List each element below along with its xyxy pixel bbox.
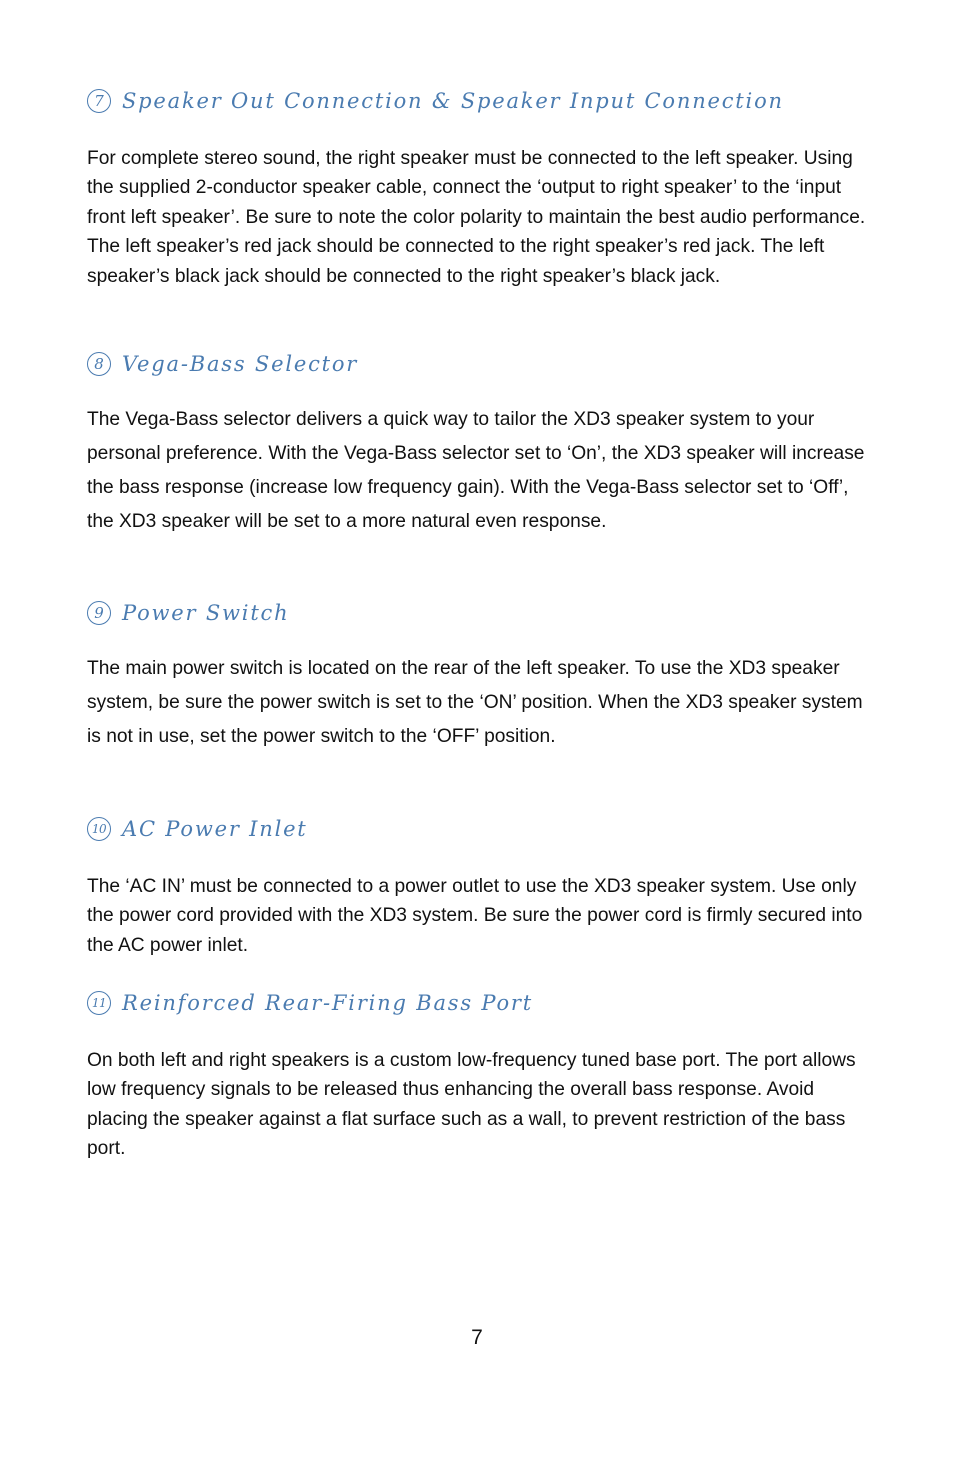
section-speaker-out-connection [87, 86, 872, 291]
section-heading [87, 988, 872, 1018]
heading-text: Power Switch [122, 601, 290, 625]
section-heading [87, 814, 872, 844]
heading-text: Speaker Out Connection & Speaker Input Connection [122, 89, 784, 113]
section-body: The ‘AC IN’ must be connected to a power outlet to use the XD3 speaker system. Use only the power cord provided with the XD3 system. Be sure the power cord is firmly secured into the AC power inlet. [87, 876, 863, 956]
section-vega-bass-selector [87, 349, 872, 539]
section-heading [87, 598, 872, 628]
circled-number-8: 8 [87, 352, 111, 376]
circled-number-7: 7 [87, 89, 111, 113]
circled-number-10: 10 [87, 817, 111, 841]
heading-text: Reinforced Rear-Firing Bass Port [122, 991, 534, 1015]
section-body: On both left and right speakers is a custom low-frequency tuned base port. The port allows low frequency signals to be released thus enhancing the overall bass response. Avoid placing the speaker against a flat surface such as a wall, to prevent restriction of the bass port. [87, 1050, 856, 1160]
section-power-switch [87, 598, 872, 754]
circled-number-9: 9 [87, 601, 111, 625]
section-heading [87, 86, 872, 116]
circled-number-11: 11 [87, 991, 111, 1015]
section-body: For complete stereo sound, the right speaker must be connected to the left speaker. Using the supplied 2-conductor speaker cable, connect the ‘output to right speaker’ to the ‘input front left speaker’. Be sure to note the color polarity to maintain the best audio performance. The left speaker’s red jack should be connected to the right speaker’s red jack. The left speaker’s black jack should be connected to the right speaker’s black jack. [87, 148, 866, 287]
section-body: The Vega-Bass selector delivers a quick way to tailor the XD3 speaker system to your personal preference. With the Vega-Bass selector set to ‘On’, the XD3 speaker will increase the bass response (increase low frequency gain). With the Vega-Bass selector set to ‘Off’, the XD3 speaker will be set to a more natural even response. [87, 409, 865, 532]
heading-text: AC Power Inlet [122, 817, 308, 841]
section-rear-firing-bass-port [87, 988, 872, 1164]
heading-text: Vega-Bass Selector [122, 352, 359, 376]
page-number: 7 [471, 1326, 483, 1349]
section-heading [87, 349, 872, 379]
section-body: The main power switch is located on the rear of the left speaker. To use the XD3 speaker system, be sure the power switch is set to the ‘ON’ position. When the XD3 speaker system is not in use, set the power switch to the ‘OFF’ position. [87, 658, 863, 747]
section-ac-power-inlet [87, 814, 872, 960]
